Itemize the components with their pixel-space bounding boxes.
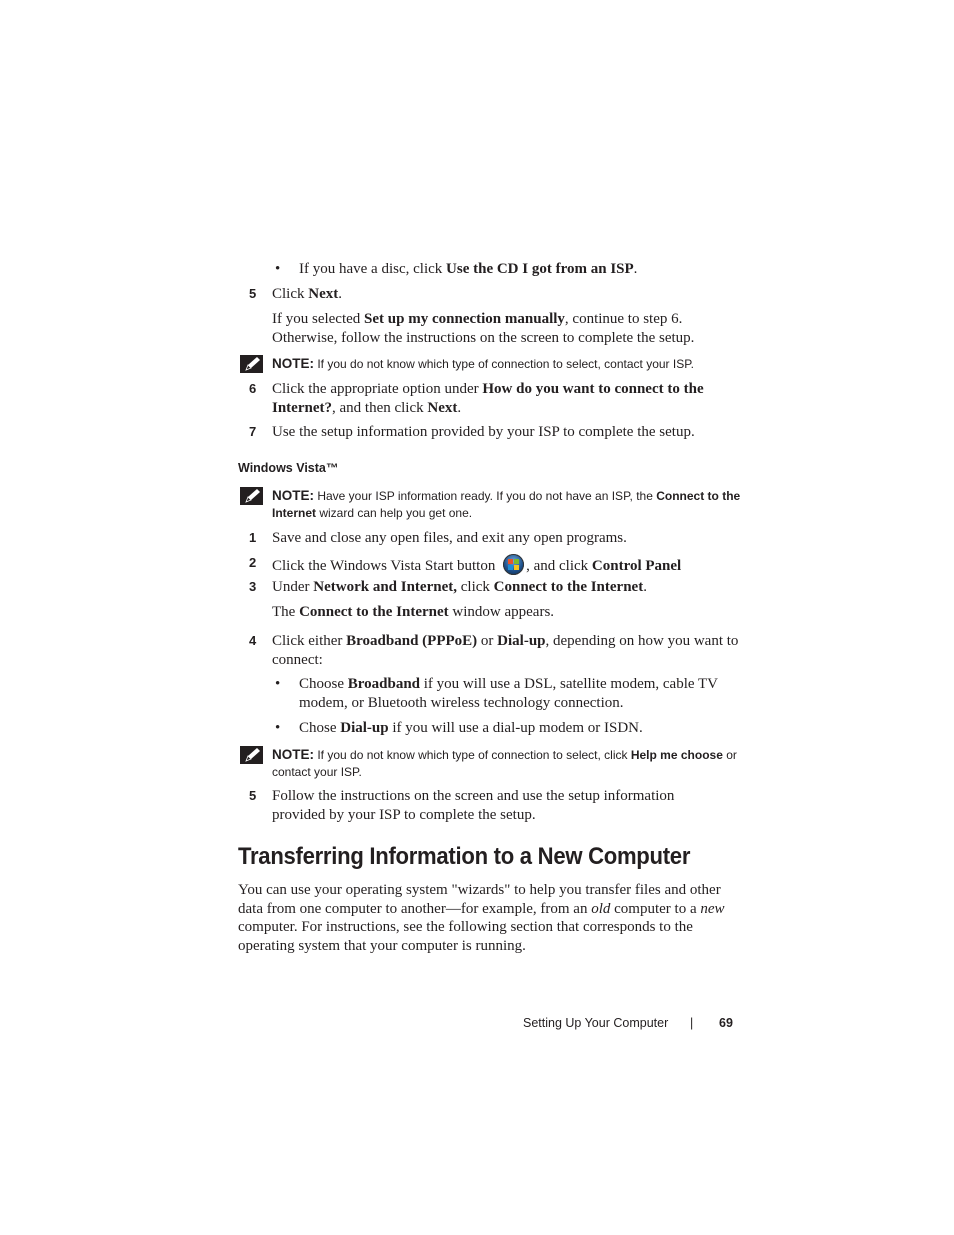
note-1: NOTE: If you do not know which type of connection to select, contact your ISP.: [272, 356, 694, 371]
step-number: 3: [249, 579, 257, 594]
step-start-button: Click the Windows Vista Start button , and click Control Panel: [272, 554, 742, 576]
bullet-broadband: Choose Broadband if you will use a DSL, satellite modem, cable TV modem, or Bluetooth wireless technology connection.: [299, 676, 718, 711]
step-number: 1: [249, 530, 257, 545]
step-number: 5: [249, 286, 257, 301]
step-number: 5: [249, 788, 257, 803]
step-connect-internet: Under Network and Internet, click Connect to the Internet.: [272, 579, 647, 595]
step-number: 2: [249, 555, 257, 570]
bullet-marker: •: [275, 261, 281, 277]
step-number: 7: [249, 424, 257, 439]
step-number: 4: [249, 633, 257, 648]
section-paragraph: You can use your operating system "wizards" to help you transfer files and other data from one computer to another—for example, from an old computer to a new computer. For instructions, see the following section that corresponds to the operating system that your computer is running.: [238, 882, 725, 954]
page-number: 69: [719, 1016, 733, 1030]
bullet-marker: •: [275, 720, 281, 736]
step-close-programs: Save and close any open files, and exit any open programs.: [272, 530, 627, 546]
bullet-disc: If you have a disc, click Use the CD I got from an ISP.: [299, 261, 638, 277]
bullet-marker: •: [275, 676, 281, 692]
vista-heading: Windows Vista™: [238, 461, 339, 475]
footer-section-name: Setting Up Your Computer: [523, 1016, 669, 1030]
note-pencil-icon: [240, 746, 263, 764]
windows-start-icon: [503, 554, 524, 575]
note-pencil-icon: [240, 355, 263, 373]
step-choose-connection: Click either Broadband (PPPoE) or Dial-up, depending on how you want to connect:: [272, 633, 739, 668]
bullet-dialup: Chose Dial-up if you will use a dial-up modem or ISDN.: [299, 720, 643, 736]
step-5-paragraph: If you selected Set up my connection manually, continue to step 6. Otherwise, follow the instructions on the screen to complete the setup.: [272, 311, 695, 346]
step-select-option: Click the appropriate option under How do you want to connect to the Internet?, and then click Next.: [272, 381, 704, 416]
footer-separator: |: [690, 1016, 694, 1030]
step-3-paragraph: The Connect to the Internet window appears.: [272, 604, 555, 620]
step-use-setup-info: Use the setup information provided by your ISP to complete the setup.: [272, 424, 695, 440]
note-3: NOTE: If you do not know which type of connection to select, click Help me choose or contact your ISP.: [272, 747, 737, 779]
step-follow-instructions: Follow the instructions on the screen and use the setup information provided by your ISP to complete the setup.: [272, 788, 675, 823]
note-pencil-icon: [240, 487, 263, 505]
step-click-next: Click Next.: [272, 286, 342, 302]
note-2: NOTE: Have your ISP information ready. If you do not have an ISP, the Connect to the Internet wizard can help you get one.: [272, 488, 741, 520]
section-title: Transferring Information to a New Computer: [238, 843, 691, 870]
step-number: 6: [249, 381, 257, 396]
